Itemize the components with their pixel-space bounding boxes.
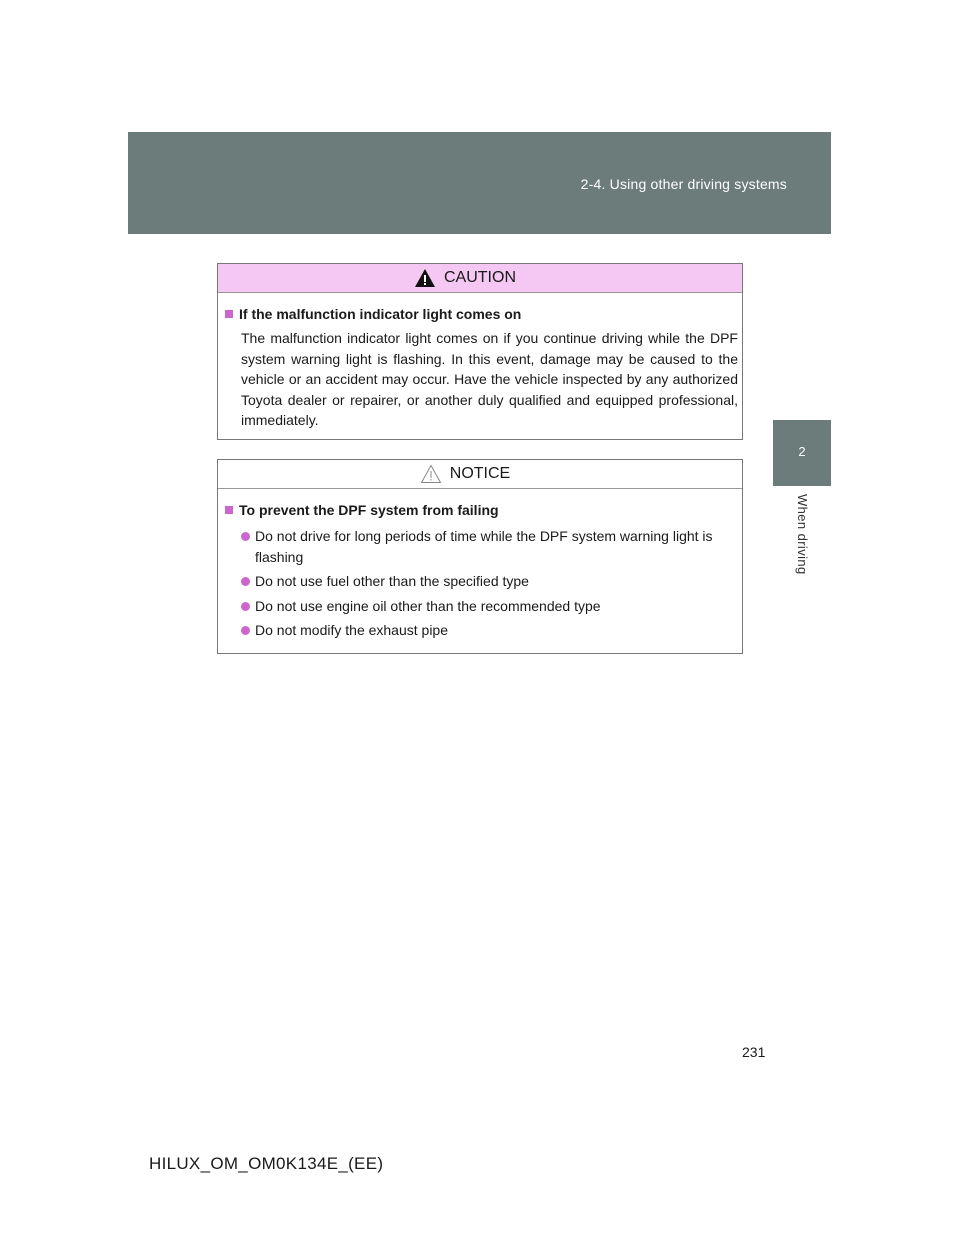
notice-list <box>241 526 738 641</box>
list-item-text: Do not use engine oil other than the recommended type <box>255 597 601 614</box>
caution-box <box>217 263 743 440</box>
square-bullet-icon <box>225 310 233 318</box>
notice-title: NOTICE <box>449 465 511 482</box>
caution-heading-text: If the malfunction indicator light comes on <box>239 306 522 322</box>
round-bullet-icon <box>241 626 250 635</box>
round-bullet-icon <box>241 532 250 541</box>
notice-header <box>218 460 742 489</box>
square-bullet-icon <box>225 506 233 514</box>
chapter-tab <box>773 420 831 486</box>
round-bullet-icon <box>241 577 250 586</box>
list-item <box>241 526 738 567</box>
caution-header <box>218 264 742 293</box>
list-item <box>241 571 738 592</box>
notice-heading-text: To prevent the DPF system from failing <box>239 502 499 518</box>
list-item-text: Do not drive for long periods of time while the DPF system warning light is flashing <box>255 528 713 565</box>
list-item <box>241 596 738 617</box>
round-bullet-icon <box>241 602 250 611</box>
warning-triangle-icon <box>414 268 436 288</box>
list-item-text: Do not modify the exhaust pipe <box>255 622 449 638</box>
footer-code: HILUX_OM_OM0K134E_(EE) <box>149 1154 384 1173</box>
notice-box <box>217 459 743 654</box>
section-title: 2-4. Using other driving systems <box>580 176 787 192</box>
notice-heading <box>225 500 738 520</box>
page-number: 231 <box>742 1044 766 1060</box>
chapter-number: 2 <box>798 444 806 459</box>
list-item <box>241 620 738 641</box>
caution-body <box>218 293 742 431</box>
caution-title: CAUTION <box>444 269 516 286</box>
chapter-label: When driving <box>795 494 810 575</box>
caution-heading <box>225 304 738 324</box>
caution-text: The malfunction indicator light comes on if you continue driving while the DPF system warning light is flashing. In this event, damage may be caused to the vehicle or an accident may occur. Have the vehicle inspected by any authorized Toyota dealer or repairer, or another duly qualified and equipped professional, immediately. <box>241 330 738 428</box>
notice-body <box>218 489 742 641</box>
list-item-text: Do not use fuel other than the specified type <box>255 573 529 589</box>
warning-triangle-outline-icon <box>420 464 442 484</box>
header-bar <box>128 132 831 234</box>
